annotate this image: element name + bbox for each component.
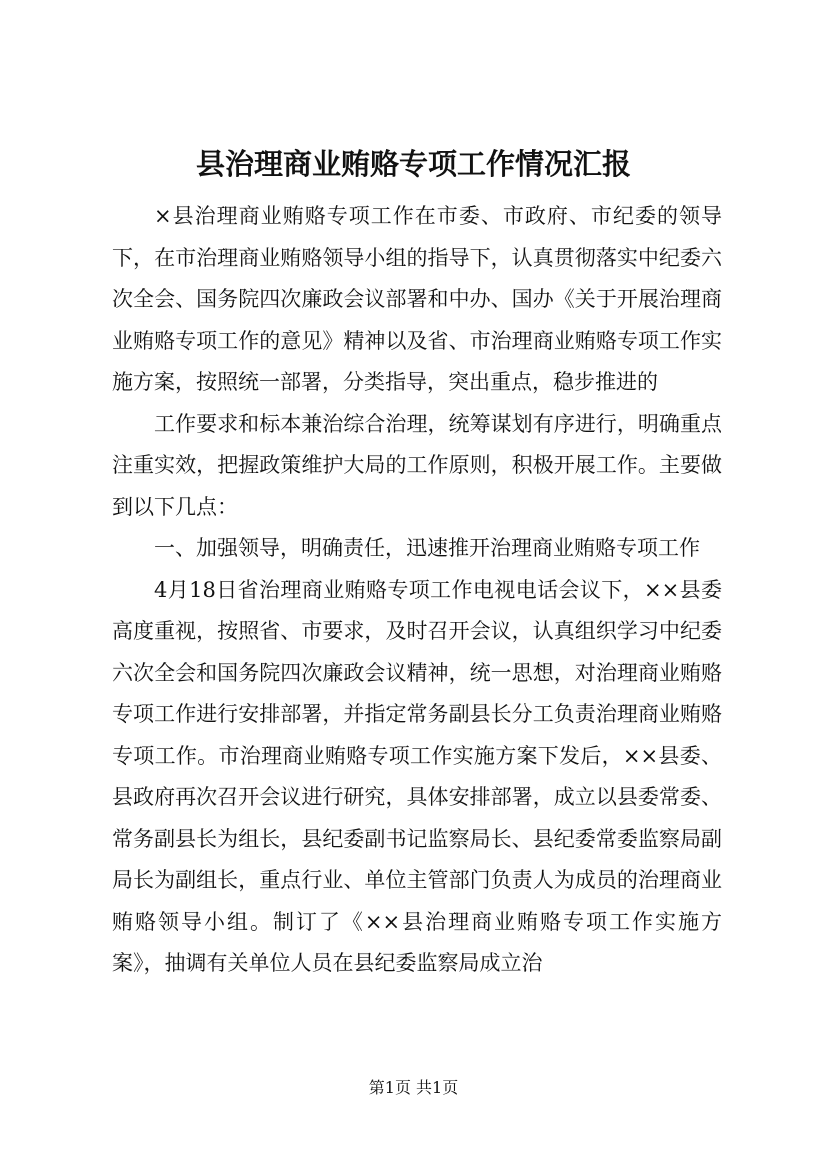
document-body	[112, 196, 722, 985]
paragraph-leadership: 4月18日省治理商业贿赂专项工作电视电话会议下，××县委高度重视，按照省、市要求，及时召开会议，认真组织学习中纪委六次全会和国务院四次廉政会议精神，统一思想，对治理商业贿赂专项工作进行安排部署，并指定常务副县长分工负责治理商业贿赂专项工作。市治理商业贿赂专项工作实施方案下发后，××县委、县政府再次召开会议进行研究，具体安排部署，成立以县委常委、常务副县长为组长，县纪委副书记监察局长、县纪委常委监察局副局长为副组长，重点行业、单位主管部门负责人为成员的治理商业贿赂领导小组。制订了《××县治理商业贿赂专项工作实施方案》，抽调有关单位人员在县纪委监察局成立治	[112, 577, 722, 975]
section-heading: 一、加强领导，明确责任，迅速推开治理商业贿赂专项工作	[154, 536, 700, 560]
paragraph-intro: ×县治理商业贿赂专项工作在市委、市政府、市纪委的领导下，在市治理商业贿赂领导小组的指导下，认真贯彻落实中纪委六次全会、国务院四次廉政会议部署和中办、国办《关于开展治理商业贿赂专项工作的意见》精神以及省、市治理商业贿赂专项工作实施方案，按照统一部署，分类指导，突出重点，稳步推进的	[112, 204, 722, 394]
page-number: 第1页 共1页	[368, 1078, 459, 1097]
paragraph-principles: 工作要求和标本兼治综合治理，统筹谋划有序进行，明确重点注重实效，把握政策维护大局的工作原则，积极开展工作。主要做到以下几点：	[112, 411, 722, 519]
document-title: 县治理商业贿赂专项工作情况汇报	[195, 147, 631, 181]
